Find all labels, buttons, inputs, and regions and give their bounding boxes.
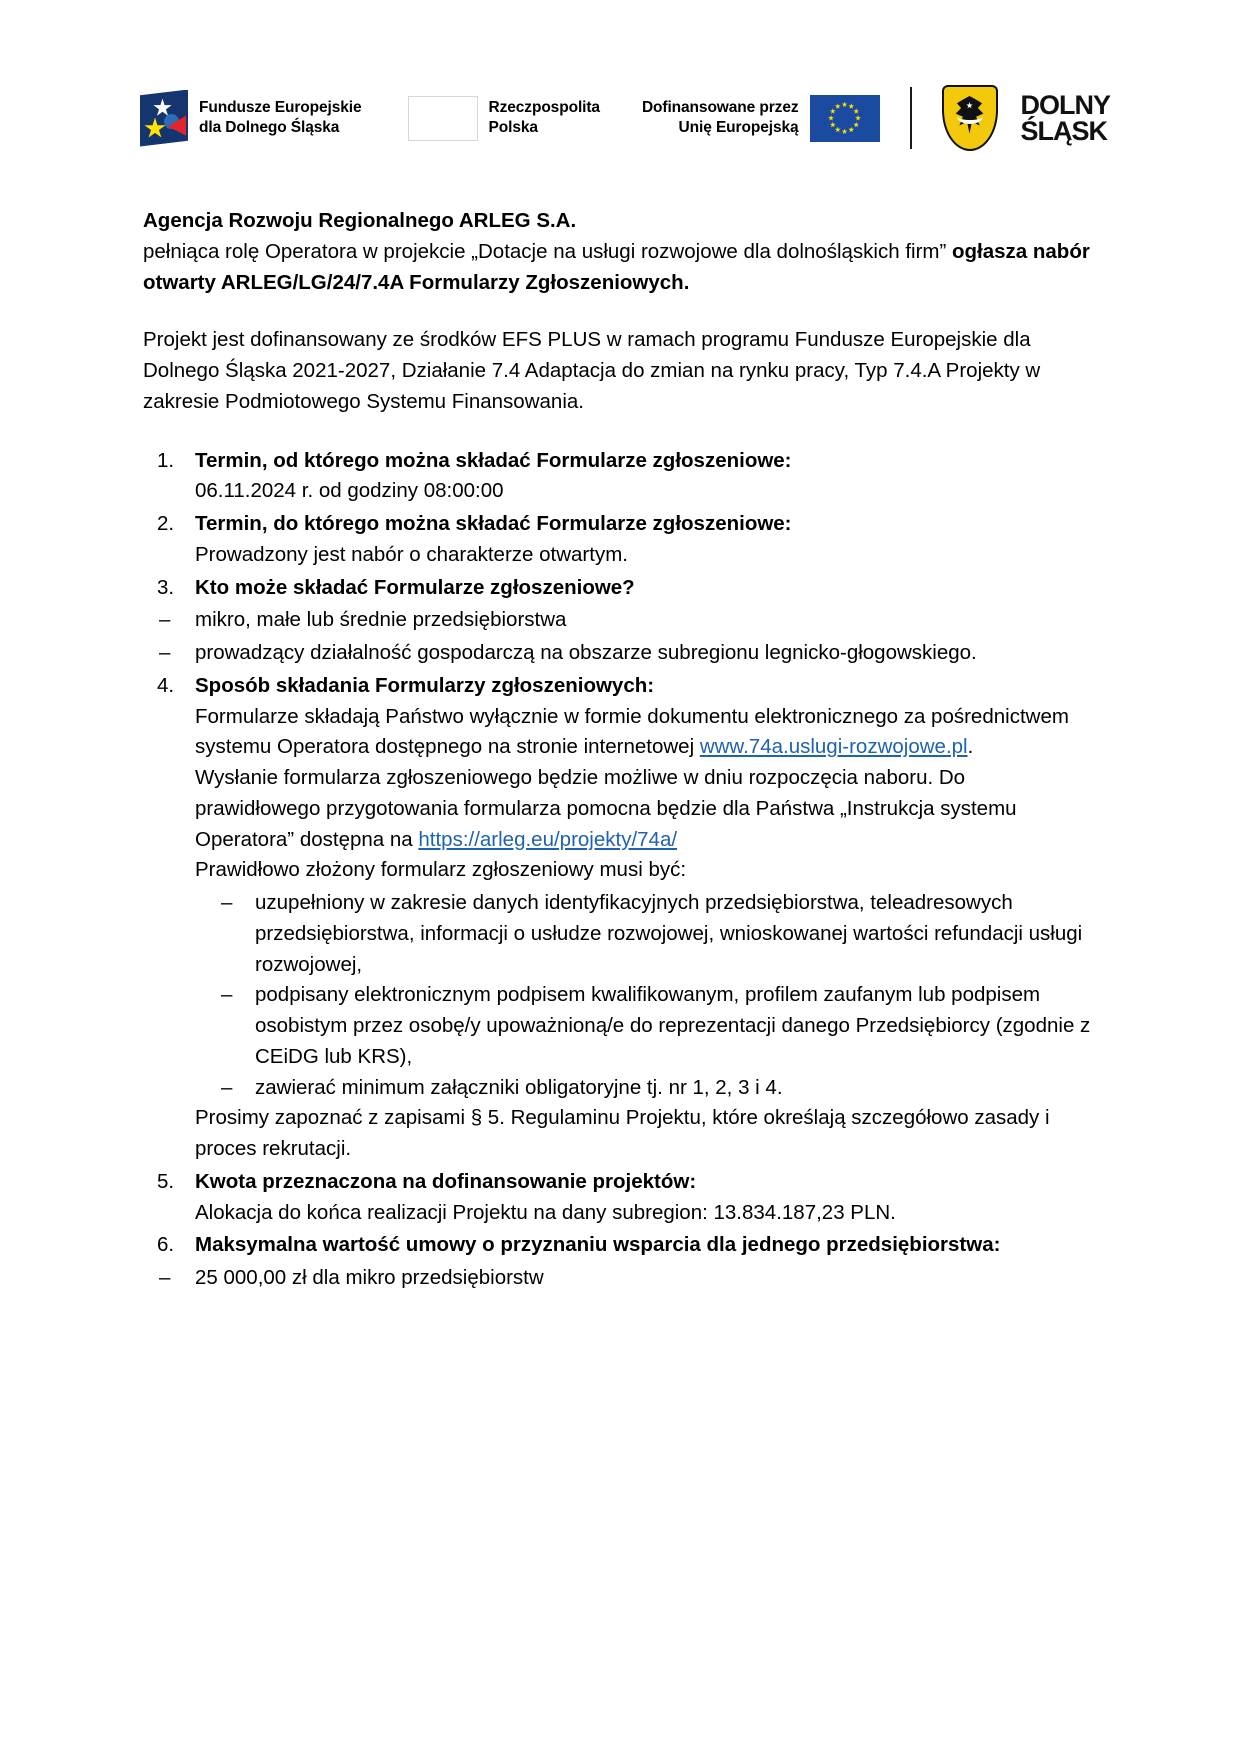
list-item-4-sub-bullet-1: – uzupełniony w zakresie danych identyfikacyjnych przedsiębiorstwa, teleadresowych przedsiębiorstwa, informacji o usłudze rozwojowej, wnioskowanej wartości refundacji usługi rozwojowej, bbox=[221, 888, 1091, 980]
vertical-divider bbox=[910, 87, 912, 149]
logo-dolny-slask-label bbox=[1020, 89, 1111, 146]
list-item-4-body-1-text: Formularze składają Państwo wyłącznie w formie dokumentu elektronicznego za pośrednictwem systemu Operatora dostępnego na stronie internetowej bbox=[195, 704, 1069, 759]
list-item-2-heading: Termin, do którego można składać Formularze zgłoszeniowe: bbox=[195, 512, 792, 535]
logo-fundusze-europejskie bbox=[140, 90, 362, 147]
list-item-3 bbox=[143, 573, 1091, 604]
announcement-list bbox=[143, 446, 1091, 1294]
list-item-4-body-3: Prawidłowo złożony formularz zgłoszeniowy musi być: bbox=[195, 858, 687, 882]
list-item-5-body: Alokacja do końca realizacji Projektu na dany subregion: 13.834.187,23 PLN. bbox=[195, 1200, 896, 1224]
company-name-text: Agencja Rozwoju Regionalnego ARLEG S.A. bbox=[143, 209, 577, 232]
logo-dofinansowane-ue bbox=[642, 95, 880, 142]
list-item-1-heading: Termin, od którego można składać Formularze zgłoszeniowe: bbox=[195, 448, 792, 472]
intro-bold-text: ogłasza nabór otwarty ARLEG/LG/24/7.4A Formularzy Zgłoszeniowych. bbox=[143, 239, 1090, 294]
intro-regular-text: pełniąca rolę Operatora w projekcie „Dotacje na usługi rozwojowe dla dolnośląskich firm” bbox=[143, 239, 947, 263]
funding-paragraph: Projekt jest dofinansowany ze środków EFS PLUS w ramach programu Fundusze Europejskie dla Dolnego Śląska 2021-2027, Działanie 7.4 Adaptacja do zmian na rynku pracy, Typ 7.4.A Projekty w zakresie Podmiotowego Systemu Finansowania. bbox=[143, 328, 1041, 413]
list-item-4-closing-note bbox=[143, 1103, 1091, 1165]
list-item-4 bbox=[143, 671, 1091, 886]
document-body bbox=[0, 164, 1241, 1356]
list-item-6-heading: Maksymalna wartość umowy o przyznaniu wsparcia dla jednego przedsiębiorstwa: bbox=[195, 1233, 1001, 1257]
fundusze-europejskie-icon bbox=[140, 90, 188, 147]
list-item-4-body-4: Prosimy zapoznać z zapisami § 5. Regulaminu Projektu, które określają szczegółowo zasady i proces rekrutacji. bbox=[195, 1106, 1050, 1160]
list-item-1 bbox=[143, 446, 1091, 508]
logo-fe-line1: Fundusze Europejskie bbox=[199, 99, 362, 117]
list-item-5 bbox=[143, 1167, 1091, 1229]
logo-dolny-slask bbox=[942, 85, 1111, 151]
list-item-3-bullet-2: – prowadzący działalność gospodarczą na obszarze subregionu legnicko-głogowskiego. bbox=[143, 638, 1091, 669]
link-1-suffix: . bbox=[967, 735, 974, 759]
logo-fundusze-europejskie-label bbox=[199, 98, 362, 138]
logo-rp-line1: Rzeczpospolita bbox=[488, 99, 600, 117]
list-item-4-sub-list bbox=[143, 888, 1091, 1103]
list-item-4-body-2-text: Wysłanie formularza zgłoszeniowego będzie możliwe w dniu rozpoczęcia naboru. Do prawidłowego przygotowania formularza pomocna będzie dla Państwa „Instrukcja systemu Operatora” dostępna na bbox=[195, 766, 1017, 851]
list-item-1-body: 06.11.2024 r. od godziny 08:00:00 bbox=[195, 479, 504, 503]
logo-rzeczpospolita-polska bbox=[408, 96, 600, 141]
list-item-2-body: Prowadzony jest nabór o charakterze otwartym. bbox=[195, 542, 628, 566]
logo-ds-line1: DOLNY bbox=[1020, 89, 1111, 120]
intro-paragraph bbox=[143, 237, 1091, 299]
logo-rzeczpospolita-label bbox=[489, 98, 600, 138]
link-arleg-projekty-74a[interactable]: https://arleg.eu/projekty/74a/ bbox=[418, 827, 678, 851]
eu-funding-logo-bar bbox=[0, 0, 1241, 164]
list-item-4-body-1 bbox=[195, 702, 1091, 764]
logo-dofinansowane-label bbox=[642, 98, 799, 138]
list-item-4-heading: Sposób składania Formularzy zgłoszeniowych: bbox=[195, 673, 655, 697]
logo-fe-line2: dla Dolnego Śląska bbox=[199, 119, 340, 136]
logo-ds-line2: ŚLĄSK bbox=[1020, 116, 1108, 146]
poland-flag-icon bbox=[408, 96, 478, 141]
list-item-6-bullet-1: – 25 000,00 zł dla mikro przedsiębiorstw bbox=[143, 1263, 1091, 1294]
list-item-6 bbox=[143, 1230, 1091, 1261]
list-item-3-bullet-1: – mikro, małe lub średnie przedsiębiorstwa bbox=[143, 605, 1091, 636]
european-union-flag-icon bbox=[810, 95, 880, 142]
list-item-2 bbox=[143, 509, 1091, 571]
dolny-slask-crest-icon bbox=[942, 85, 998, 151]
logo-rp-line2: Polska bbox=[488, 119, 538, 136]
logo-ue-line2: Unię Europejską bbox=[678, 119, 799, 136]
list-item-3-heading: Kto może składać Formularze zgłoszeniowe? bbox=[195, 575, 635, 599]
logo-ue-line1: Dofinansowane przez bbox=[641, 99, 799, 117]
list-item-4-sub-bullet-3: – zawierać minimum załączniki obligatoryjne tj. nr 1, 2, 3 i 4. bbox=[221, 1073, 1091, 1104]
list-item-4-body-2 bbox=[195, 763, 1091, 855]
list-item-4-sub-bullet-2: – podpisany elektronicznym podpisem kwalifikowanym, profilem zaufanym lub podpisem osobistym przez osobę/y upoważnioną/e do reprezentacji danego Przedsiębiorcy (zgodnie z CEiDG lub KRS), bbox=[221, 980, 1091, 1072]
company-name bbox=[143, 206, 1091, 237]
list-item-5-heading: Kwota przeznaczona na dofinansowanie projektów: bbox=[195, 1169, 697, 1193]
link-uslugi-rozwojowe[interactable]: www.74a.uslugi-rozwojowe.pl bbox=[699, 735, 968, 759]
